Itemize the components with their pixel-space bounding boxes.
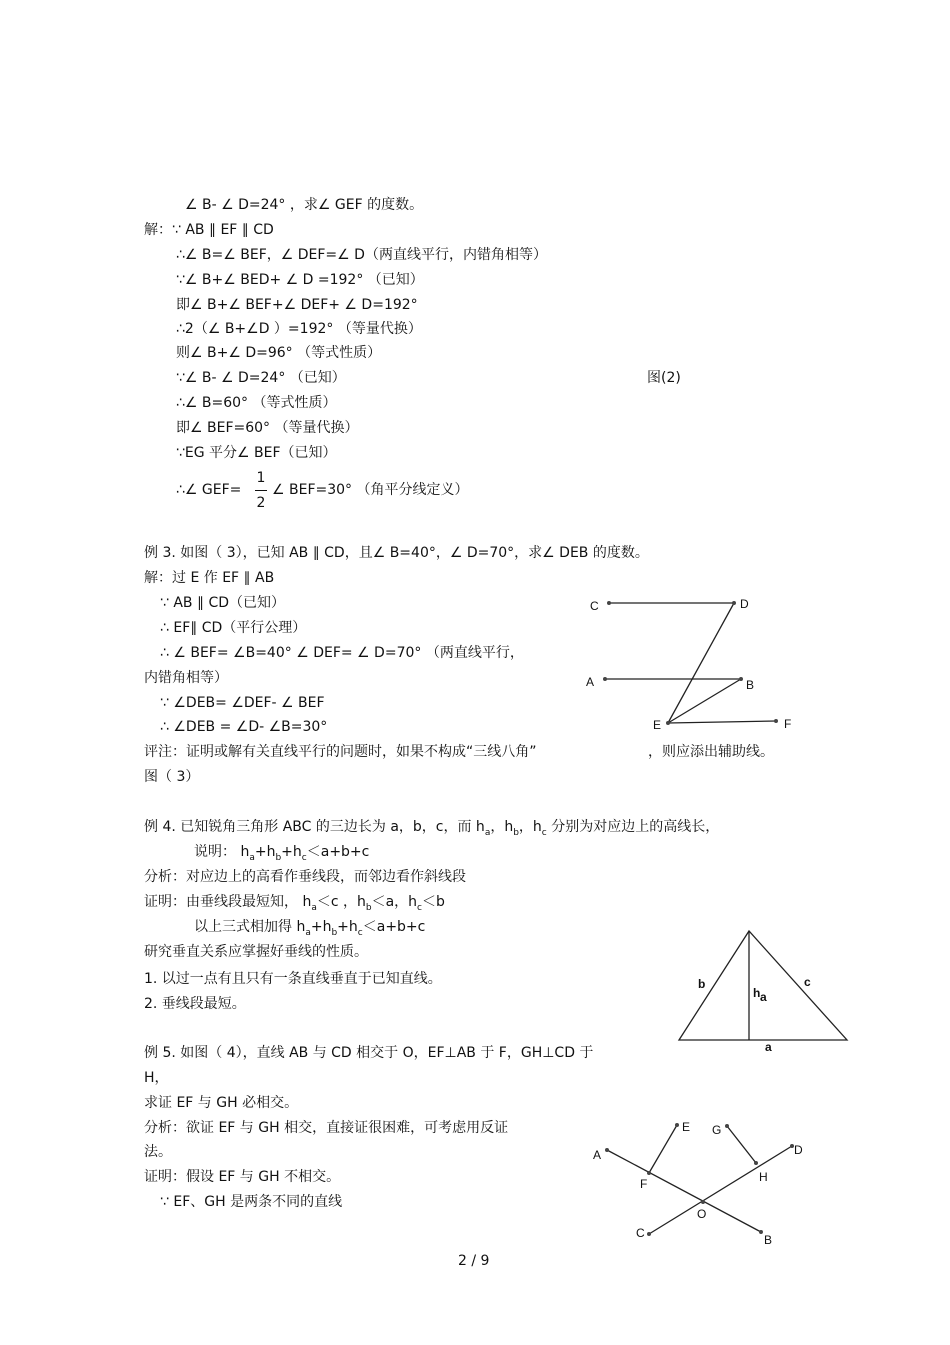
label-c: C xyxy=(590,599,599,613)
figure-4-diagram xyxy=(585,1110,815,1250)
point-c xyxy=(607,601,611,605)
label-h: h xyxy=(753,986,761,1000)
ex3-line: ∴ ∠ BEF= ∠B=40° ∠ DEF= ∠ D=70° （两直线平行， xyxy=(160,645,524,661)
ex2-solution-line: ∵∠ B- ∠ D=24° （已知） xyxy=(176,370,346,386)
label-b: B xyxy=(746,678,755,692)
ex3-line: ∴ EF∥ CD（平行公理） xyxy=(160,620,307,636)
ex2-solution-line: ∴∠ B=60° （等式性质） xyxy=(176,395,337,411)
line-gh xyxy=(727,1126,756,1163)
point-a xyxy=(603,677,607,681)
figure-3-label: 图（ 3） xyxy=(144,769,200,785)
label-side-a: a xyxy=(765,1040,772,1054)
point-e xyxy=(675,1123,679,1127)
point-e xyxy=(666,721,670,725)
label-side-b: b xyxy=(698,977,706,991)
label-side-c: c xyxy=(804,975,811,989)
figure-2-label: 图(2) xyxy=(647,370,681,386)
ex2-solution-line: ∴∠ B=∠ BEF，∠ DEF=∠ D（两直线平行，内错角相等） xyxy=(176,247,547,263)
ex2-solution-line: ∴2（∠ B+∠D ）=192° （等量代换） xyxy=(176,321,422,337)
ex4-analysis: 分析：对应边上的高看作垂线段，而邻边看作斜线段 xyxy=(144,869,466,885)
point-f xyxy=(774,719,778,723)
label-c: C xyxy=(636,1226,645,1240)
ex2-condition: ∠ B- ∠ D=24° ，求∠ GEF 的度数。 xyxy=(185,197,424,213)
ex2-solution-line: ∵EG 平分∠ BEF（已知） xyxy=(176,445,337,461)
fraction-denominator: 2 xyxy=(256,495,266,511)
point-d xyxy=(732,601,736,605)
ex2-solution-line: 解：∵ AB ∥ EF ∥ CD xyxy=(144,222,274,238)
ex5-analysis: 分析：欲证 EF 与 GH 相交，直接证很困难，可考虑用反证 xyxy=(144,1120,509,1136)
label-h: H xyxy=(759,1170,768,1184)
triangle-diagram xyxy=(670,920,860,1060)
ex5-title: 例 5. 如图（ 4），直线 AB 与 CD 相交于 O，EF⊥AB 于 F，GH⊥CD 于 xyxy=(144,1045,594,1061)
label-a: A xyxy=(586,675,595,689)
line-ab xyxy=(607,1150,761,1232)
label-h-sub: a xyxy=(760,990,767,1004)
ex3-line: ∵ AB ∥ CD（已知） xyxy=(160,595,285,611)
point-f xyxy=(647,1171,651,1175)
ex2-solution-line: ∵∠ B+∠ BED+ ∠ D =192° （已知） xyxy=(176,272,424,288)
point-a xyxy=(605,1148,609,1152)
label-d: D xyxy=(740,597,749,611)
label-e: E xyxy=(653,718,662,732)
ex5-title-cont: H， xyxy=(144,1070,169,1086)
ex2-solution-line: ∠ BEF=30° （角平分线定义） xyxy=(272,482,469,498)
line-be xyxy=(668,679,741,723)
point-b xyxy=(739,677,743,681)
fraction-bar xyxy=(255,490,267,491)
ex5-prove: 求证 EF 与 GH 必相交。 xyxy=(144,1095,299,1111)
ex2-solution-line: 则∠ B+∠ D=96° （等式性质） xyxy=(176,345,382,361)
line-ef xyxy=(649,1125,677,1173)
fraction-numerator: 1 xyxy=(256,470,266,486)
ex4-sum: 以上三式相加得 $h_a+h_b+h_c<a+b+c$ xyxy=(194,919,426,938)
ex2-solution-line: 即∠ BEF=60° （等量代换） xyxy=(176,420,359,436)
label-b: B xyxy=(764,1233,773,1247)
label-d: D xyxy=(794,1143,803,1157)
ex3-title: 例 3. 如图（ 3），已知 AB ∥ CD，且∠ B=40°，∠ D=70°，求∠ DEB 的度数。 xyxy=(144,545,649,561)
point-c xyxy=(647,1232,651,1236)
ex4-show: 说明： $h_a+h_b+h_c<a+b+c$ xyxy=(194,844,370,863)
label-g: G xyxy=(712,1123,722,1137)
ex5-analysis-cont: 法。 xyxy=(144,1144,172,1160)
ex4-point-2: 2. 垂线段最短。 xyxy=(144,996,246,1012)
ex4-proof: 证明：由垂线段最短知， $h_a<c$ ，$h_b<a$，$h_c<b$ xyxy=(144,894,445,913)
point-b xyxy=(759,1230,763,1234)
ex3-line: ∵ ∠DEB= ∠DEF- ∠ BEF xyxy=(160,695,325,711)
point-o xyxy=(701,1200,705,1204)
label-f: F xyxy=(640,1177,648,1191)
ex2-solution-line: 即∠ B+∠ BEF+∠ DEF+ ∠ D=192° xyxy=(176,297,418,313)
label-a: A xyxy=(593,1148,602,1162)
point-h xyxy=(754,1161,758,1165)
ex3-remark-end: ，则应添出辅助线。 xyxy=(648,744,774,760)
page-number: 2 / 9 xyxy=(458,1253,490,1269)
line-ef xyxy=(668,721,776,723)
ex3-line: 内错角相等） xyxy=(144,670,228,686)
ex3-line: 解：过 E 作 EF ∥ AB xyxy=(144,570,275,586)
point-g xyxy=(725,1124,729,1128)
ex5-proof: 证明：假设 EF 与 GH 不相交。 xyxy=(144,1169,341,1185)
ex3-line: ∴ ∠DEB = ∠D- ∠B=30° xyxy=(160,719,328,735)
ex4-point-1: 1. 以过一点有且只有一条直线垂直于已知直线。 xyxy=(144,971,442,987)
ex4-title: 例 4. 已知锐角三角形 ABC 的三边长为 a，b，c，而 $h_a$，$h_b$，$h_c$ 分别为对应边上的高线长， xyxy=(144,819,720,838)
ex4-study: 研究垂直关系应掌握好垂线的性质。 xyxy=(144,944,368,960)
ex2-solution-line: ∴∠ GEF= xyxy=(176,482,242,498)
label-f: F xyxy=(784,717,792,731)
label-e: E xyxy=(682,1120,691,1134)
figure-3-diagram xyxy=(580,590,800,740)
label-o: O xyxy=(697,1207,707,1221)
ex3-remark: 评注：证明或解有关直线平行的问题时，如果不构成“三线八角” xyxy=(144,744,537,760)
ex5-proof-line: ∵ EF、GH 是两条不同的直线 xyxy=(160,1194,343,1210)
line-de xyxy=(668,603,734,723)
line-cd xyxy=(649,1146,792,1234)
